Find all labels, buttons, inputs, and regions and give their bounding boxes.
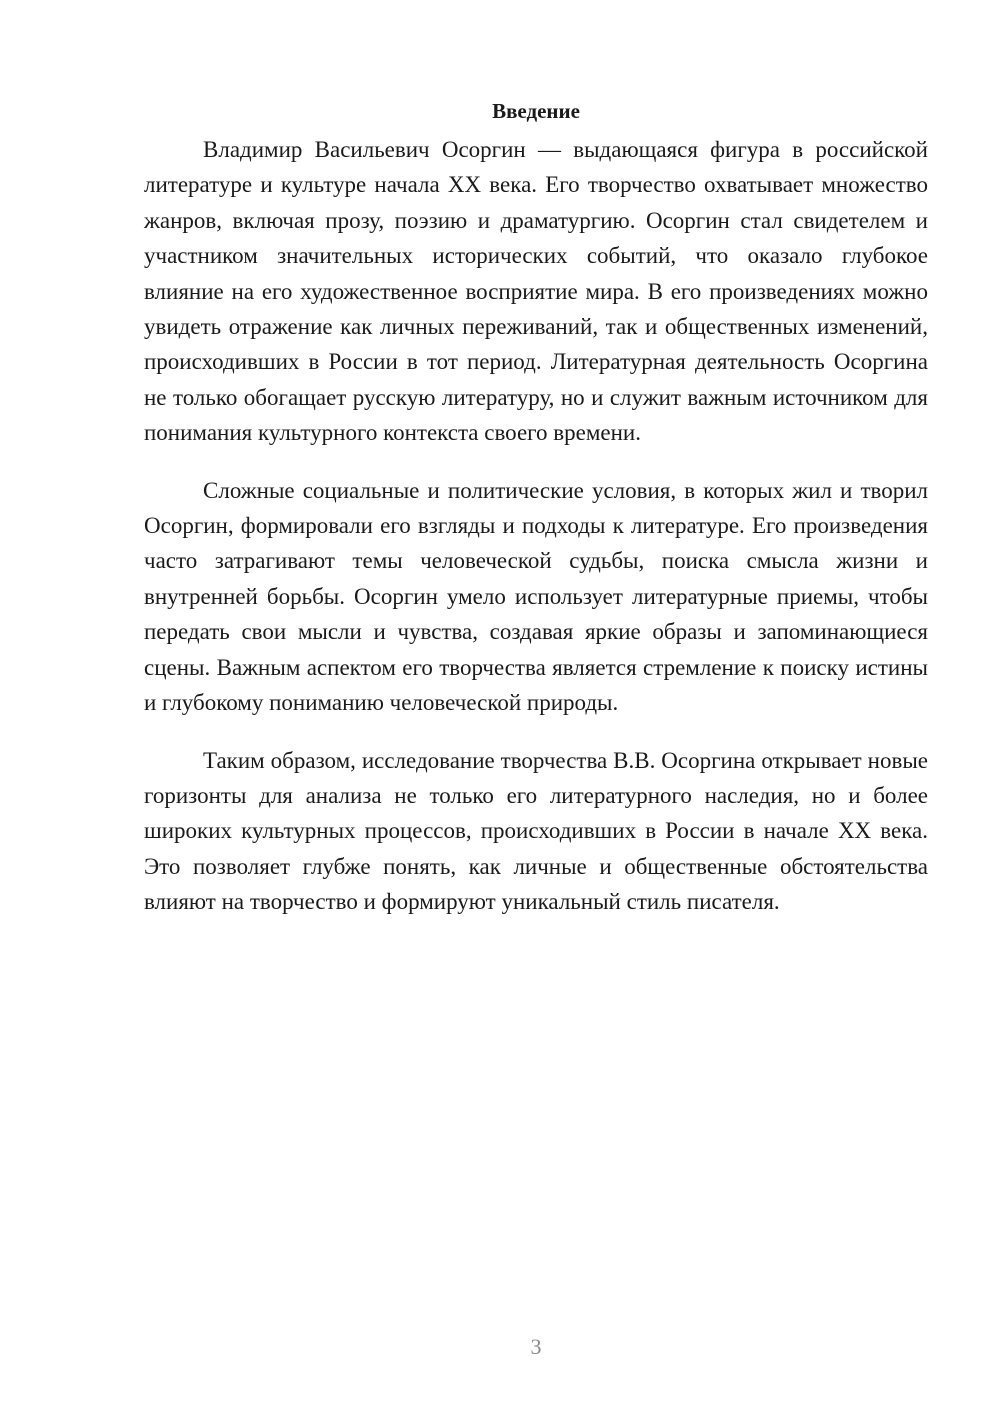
- paragraph-2: Сложные социальные и политические условия, в которых жил и творил Осоргин, формировали его взгляды и подходы к литературе. Его произведения часто затрагивают темы человеческой судьбы, поиска смысла жизни и внутренней борьбы. Осоргин умело использует литературные приемы, чтобы передать свои мысли и чувства, создавая яркие образы и запоминающиеся сцены. Важным аспектом его творчества является стремление к поиску истины и глубокому пониманию человеческой природы.: [144, 477, 928, 716]
- paragraph-3: Таким образом, исследование творчества В.В. Осоргина открывает новые горизонты для анализа не только его литературного наследия, но и более широких культурных процессов, происходивших в России в начале XX века. Это позволяет глубже понять, как личные и общественные обстоятельства влияют на творчество и формируют уникальный стиль писателя.: [144, 747, 928, 915]
- page-content: [144, 96, 928, 920]
- paragraph-1: Владимир Васильевич Осоргин — выдающаяся фигура в российской литературе и культуре начала XX века. Его творчество охватывает множество жанров, включая прозу, поэзию и драматургию. Осоргин стал свидетелем и участником значительных исторических событий, что оказало глубокое влияние на его художественное восприятие мира. В его произведениях можно увидеть отражение как личных переживаний, так и общественных изменений, происходивших в России в тот период. Литературная деятельность Осоргина не только обогащает русскую литературу, но и служит важным источником для понимания культурного контекста своего времени.: [144, 137, 928, 446]
- section-heading: Введение: [492, 99, 580, 123]
- page-number: 3: [530, 1334, 542, 1359]
